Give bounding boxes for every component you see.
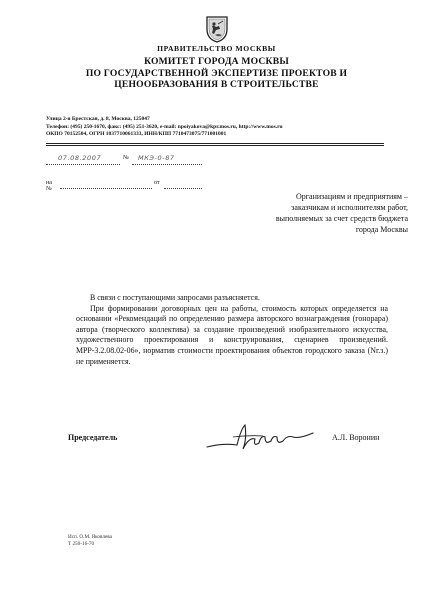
- letter-body: [76, 293, 388, 367]
- outgoing-number: МКЭ-0-87: [138, 154, 175, 162]
- outgoing-date: 07.08.2007: [58, 154, 102, 162]
- committee-title-line: ПО ГОСУДАРСТВЕННОЙ ЭКСПЕРТИЗЕ ПРОЕКТОВ И: [85, 67, 348, 79]
- government-title: ПРАВИТЕЛЬСТВО МОСКВЫ: [157, 44, 276, 53]
- reply-date-field: [164, 180, 202, 189]
- signatory-name: А.Л. Воронин: [332, 433, 380, 442]
- letterhead-contacts: [46, 116, 283, 139]
- address-line: Улица 2-я Брестская, д. 8, Москва, 125047: [46, 116, 150, 122]
- handwritten-signature-icon: [203, 419, 321, 455]
- number-field: [132, 155, 202, 165]
- body-paragraph: При формировании договорных цен на работы, стоимость которых определяется на основании «Рекомендаций по определению размера авторского вознаграждения (гонорара) автора (творческого коллектива) за создание произведений изобразительного искусства, художественного проектирования и конструирования, сценариев произведений. МРР-3.2.08.02-06», норматив стоимости проектирования объектов городского заказа (Nг.з.) не применяется.: [76, 303, 388, 366]
- contacts-line: Телефон: (495) 250-1670, факс: (495) 251-3620, e-mail: npoiyakova@kpr.mos.ru, http://www.mos.ru: [46, 123, 283, 130]
- executor-phone: Т 250-16-70: [68, 541, 95, 547]
- date-field: [46, 155, 120, 165]
- committee-title-line: ЦЕНООБРАЗОВАНИЯ В СТРОИТЕЛЬСТВЕ: [114, 79, 319, 90]
- header-divider: [46, 143, 384, 144]
- body-paragraph: В связи с поступающими запросами разъясняется.: [90, 293, 260, 302]
- reply-prefix: на №: [46, 180, 52, 192]
- committee-title-line: КОМИТЕТ ГОРОДА МОСКВЫ: [144, 56, 289, 67]
- number-prefix: №: [123, 155, 129, 161]
- reply-from: от: [154, 180, 160, 186]
- executor-block: [68, 534, 112, 548]
- signatory-title: Председатель: [68, 433, 118, 442]
- executor-name: Исп. О.М. Яковлева: [68, 534, 112, 540]
- addressee-block: Организациям и предприятиям – заказчикам и исполнителям работ, выполняемых за счет средств бюджета города Москвы: [275, 192, 408, 234]
- committee-title: [0, 56, 433, 91]
- reply-number-field: [60, 180, 152, 189]
- header-divider: [46, 145, 384, 146]
- moscow-coat-of-arms-icon: [202, 14, 232, 44]
- registry-line: ОКПО 70152504, ОГРН 1037710061333, ИНН/КПП 7710473075/771001001: [46, 131, 227, 138]
